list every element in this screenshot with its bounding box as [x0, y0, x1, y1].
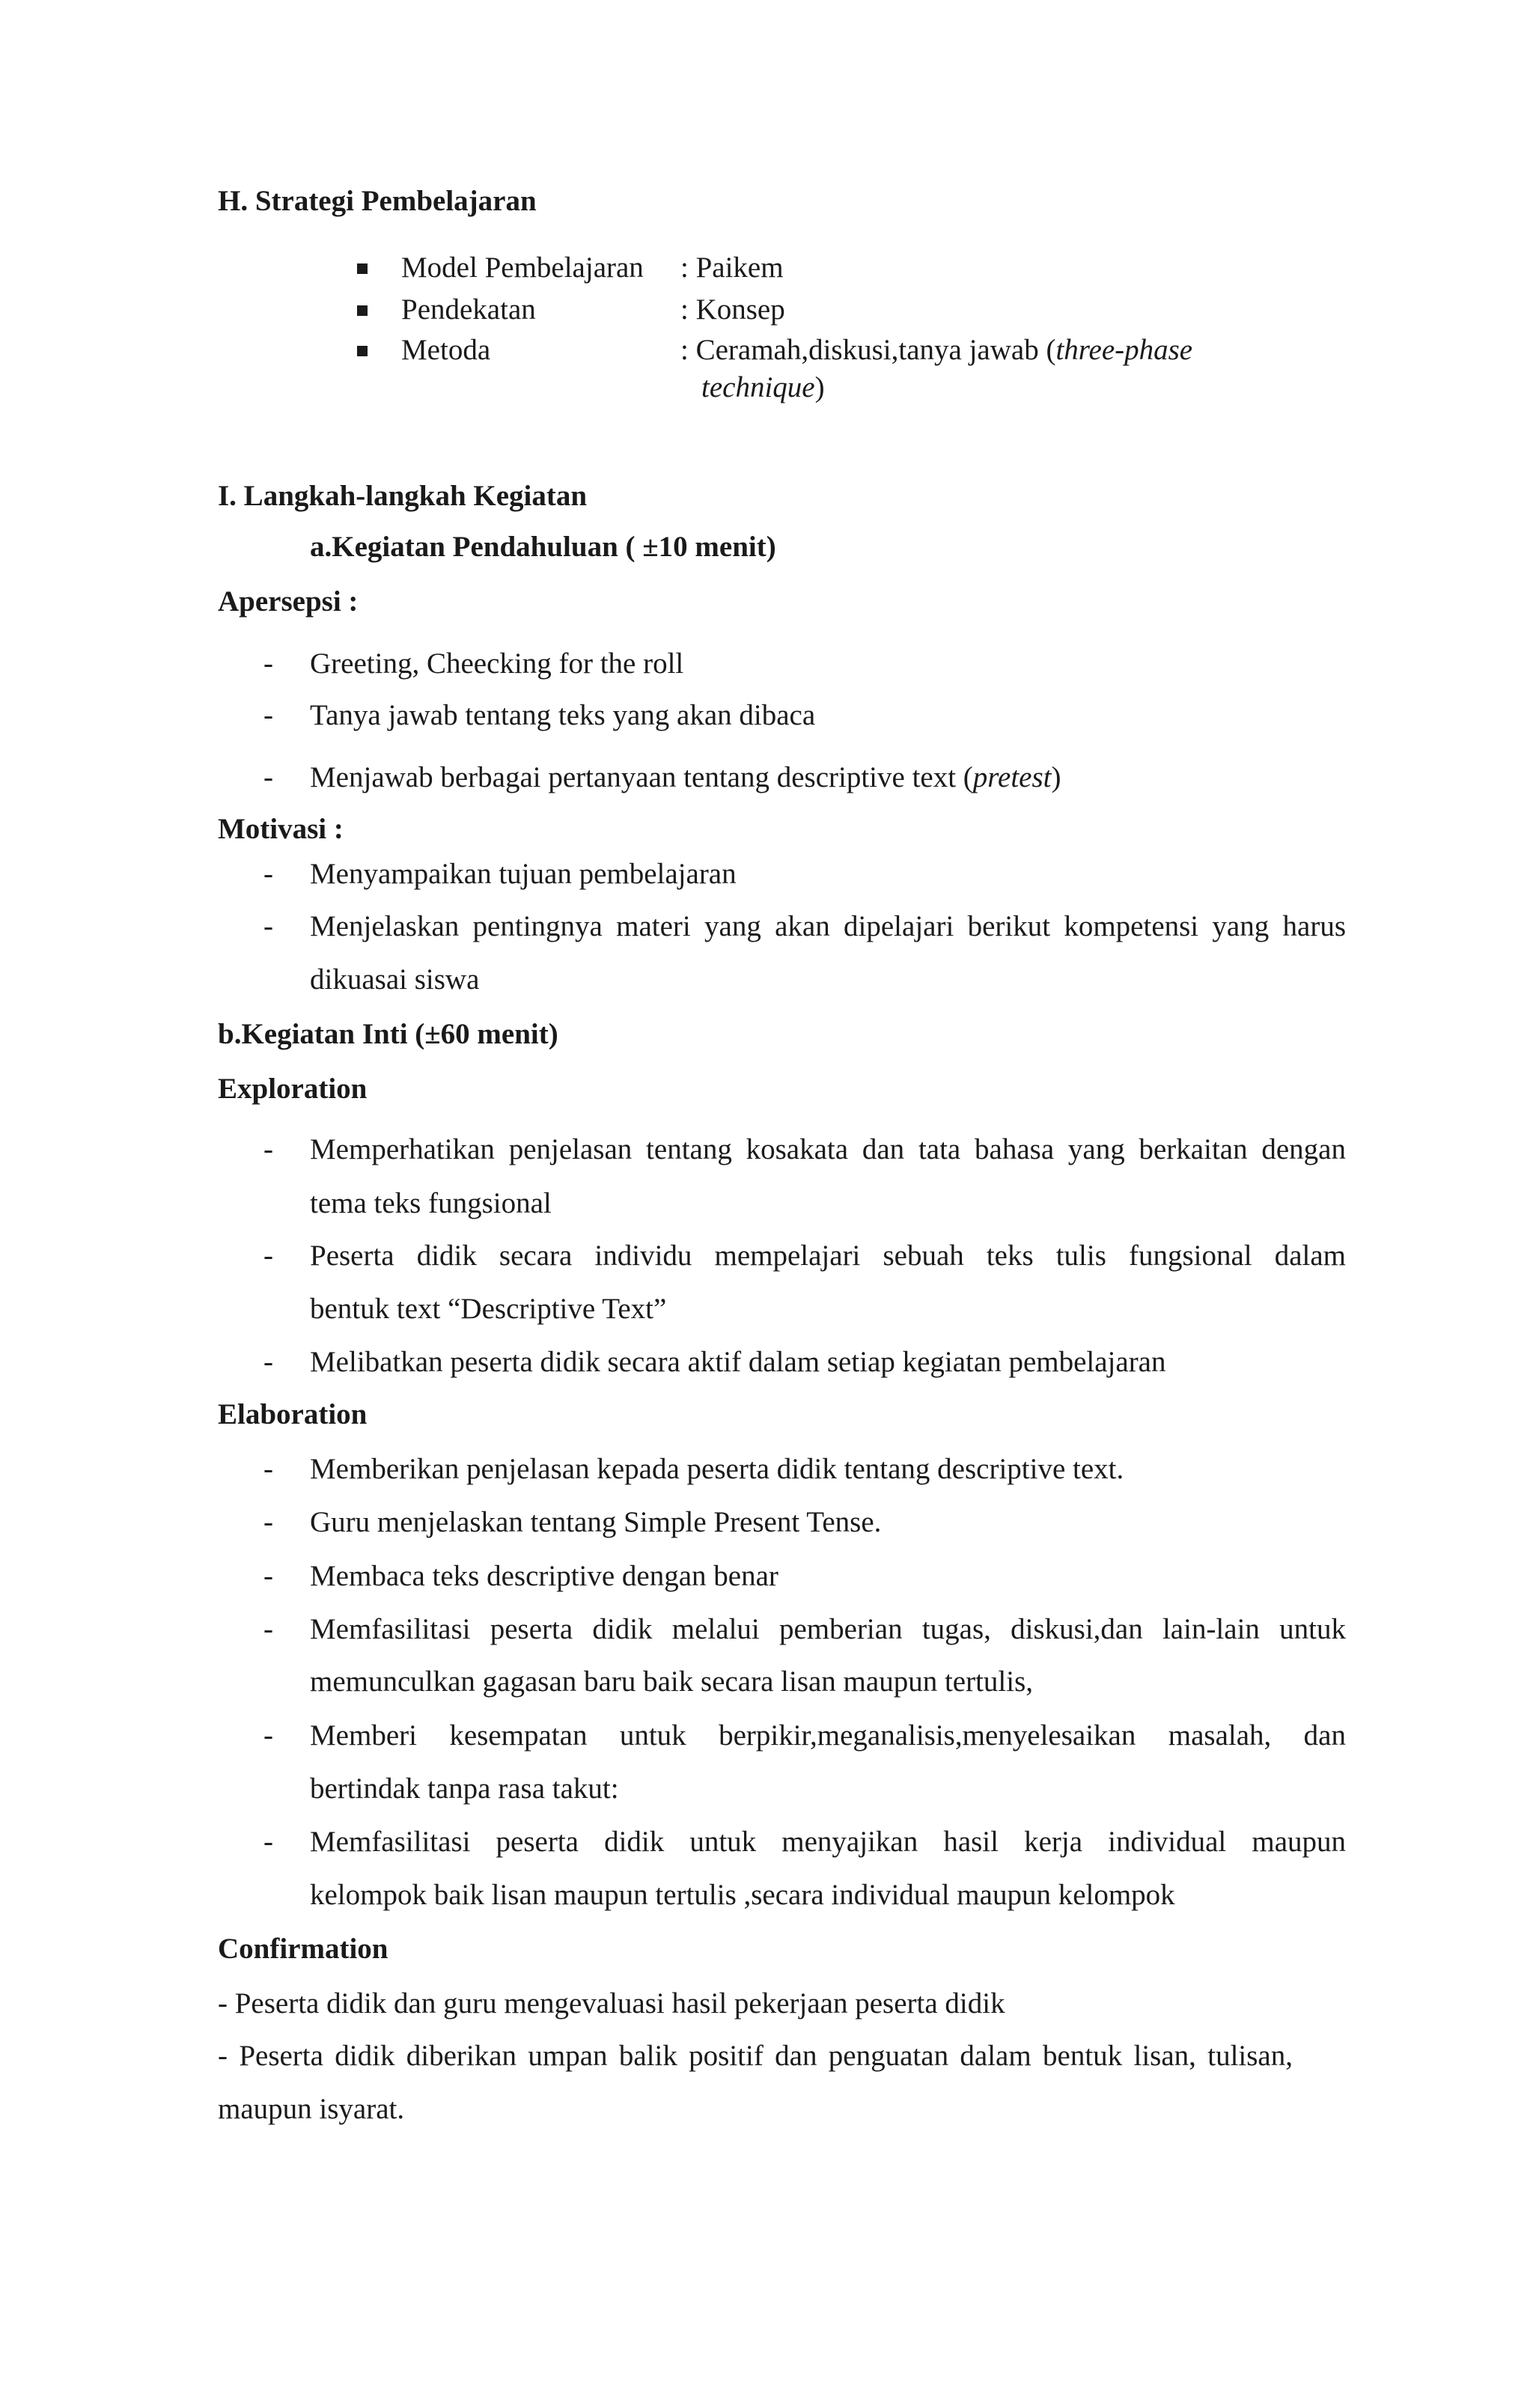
dash-marker: - — [263, 858, 273, 890]
strategy-value: : Paikem — [680, 252, 784, 284]
dash-marker: - — [263, 1346, 273, 1378]
dash-marker: - — [263, 1613, 273, 1645]
bullet-square-icon — [357, 346, 368, 356]
confirmation-heading: Confirmation — [218, 1933, 388, 1965]
motivasi-heading: Motivasi : — [218, 813, 344, 845]
list-item: Menjelaskan pentingnya materi yang akan dipelajari berikut kompetensi yang harus — [310, 910, 1346, 942]
list-item-cont: memunculkan gagasan baru baik secara lisan maupun tertulis, — [310, 1665, 1034, 1698]
list-item-cont: bentuk text “Descriptive Text” — [310, 1293, 667, 1325]
list-item: Melibatkan peserta didik secara aktif dalam setiap kegiatan pembelajaran — [310, 1346, 1166, 1378]
section-h-heading: H. Strategi Pembelajaran — [218, 185, 537, 217]
list-item: Memfasilitasi peserta didik melalui pemberian tugas, diskusi,dan lain-lain untuk — [310, 1613, 1346, 1645]
list-item: Greeting, Cheecking for the roll — [310, 647, 684, 680]
dash-marker: - — [263, 1506, 273, 1538]
strategy-label: Pendekatan — [401, 293, 536, 326]
dash-marker: - — [263, 1719, 273, 1752]
strategy-value-cont: technique) — [701, 371, 825, 403]
bullet-square-icon — [357, 263, 368, 274]
list-item: Membaca teks descriptive dengan benar — [310, 1560, 778, 1592]
dash-marker: - — [263, 699, 273, 731]
list-item: Guru menjelaskan tentang Simple Present Tense. — [310, 1506, 882, 1538]
list-item: Menjawab berbagai pertanyaan tentang descriptive text (pretest) — [310, 761, 1061, 793]
dash-marker: - — [263, 910, 273, 942]
dash-marker: - — [263, 647, 273, 680]
apersepsi-heading: Apersepsi : — [218, 585, 359, 618]
list-item: Memberi kesempatan untuk berpikir,meganalisis,menyelesaikan masalah, dan — [310, 1719, 1346, 1752]
dash-marker: - — [263, 1826, 273, 1858]
list-item: Memberikan penjelasan kepada peserta didik tentang descriptive text. — [310, 1453, 1124, 1485]
list-item-cont: bertindak tanpa rasa takut: — [310, 1773, 619, 1805]
dash-marker: - — [263, 1133, 273, 1165]
list-item: Peserta didik secara individu mempelajari sebuah teks tulis fungsional dalam — [310, 1240, 1346, 1272]
strategy-value: : Konsep — [680, 293, 785, 326]
list-item-cont: dikuasai siswa — [310, 963, 480, 996]
list-item: Tanya jawab tentang teks yang akan dibaca — [310, 699, 816, 731]
dash-marker: - — [263, 761, 273, 793]
bullet-square-icon — [357, 305, 368, 316]
strategy-label: Model Pembelajaran — [401, 252, 644, 284]
confirmation-line: maupun isyarat. — [218, 2093, 405, 2125]
list-item-cont: tema teks fungsional — [310, 1187, 552, 1219]
list-item: Memperhatikan penjelasan tentang kosakata dan tata bahasa yang berkaitan dengan — [310, 1133, 1346, 1165]
elaboration-heading: Elaboration — [218, 1398, 368, 1430]
list-item: Memfasilitasi peserta didik untuk menyajikan hasil kerja individual maupun — [310, 1826, 1346, 1858]
strategy-value: : Ceramah,diskusi,tanya jawab (three-phase — [680, 334, 1193, 366]
subsection-a-heading: a.Kegiatan Pendahuluan ( ±10 menit) — [310, 531, 776, 563]
subsection-b-heading: b.Kegiatan Inti (±60 menit) — [218, 1018, 558, 1050]
confirmation-line: - Peserta didik dan guru mengevaluasi hasil pekerjaan peserta didik — [218, 1987, 1005, 2020]
list-item-cont: kelompok baik lisan maupun tertulis ,secara individual maupun kelompok — [310, 1879, 1175, 1911]
confirmation-line: - Peserta didik diberikan umpan balik positif dan penguatan dalam bentuk lisan, tulisan, — [218, 2040, 1293, 2072]
list-item: Menyampaikan tujuan pembelajaran — [310, 858, 737, 890]
dash-marker: - — [263, 1560, 273, 1592]
section-i-heading: I. Langkah-langkah Kegiatan — [218, 480, 588, 512]
strategy-label: Metoda — [401, 334, 491, 366]
dash-marker: - — [263, 1453, 273, 1485]
exploration-heading: Exploration — [218, 1073, 368, 1105]
dash-marker: - — [263, 1240, 273, 1272]
